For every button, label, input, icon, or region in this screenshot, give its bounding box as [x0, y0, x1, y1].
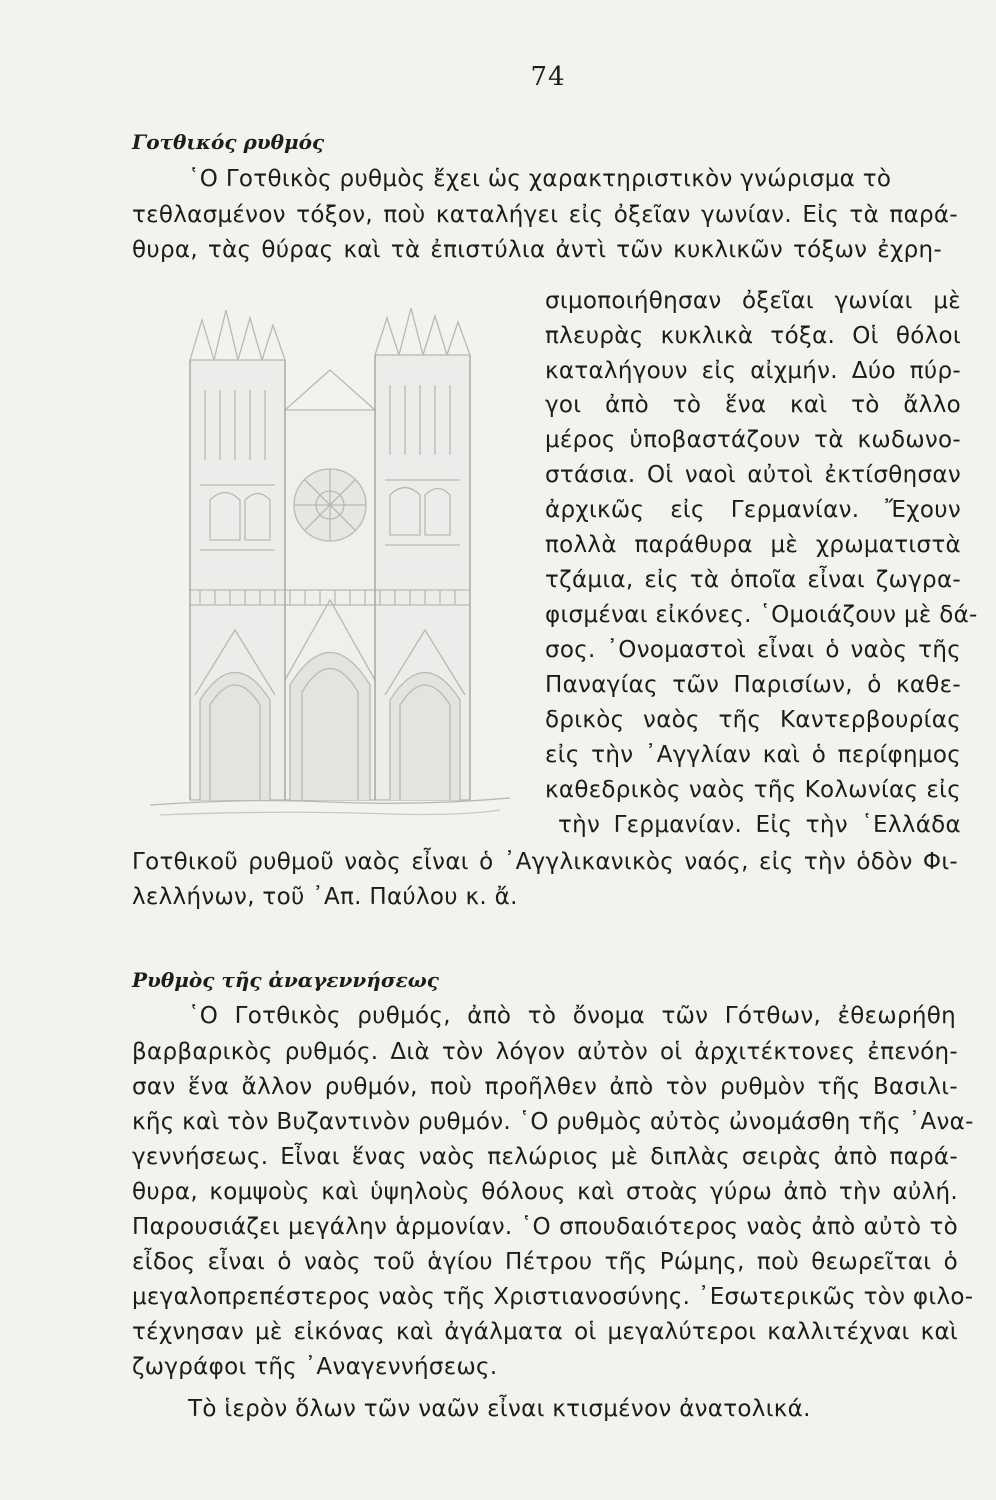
text-line: ῾Ο Γοτθικὸς ρυθμός, ἀπὸ τὸ ὄνομα τῶν Γότθων, ἐθεωρήθη: [188, 1003, 956, 1029]
text-line: ἀρχικῶς εἰς Γερμανίαν. Ἔχουν: [545, 497, 961, 523]
text-line: δρικὸς ναὸς τῆς Καντερβουρίας: [545, 707, 961, 733]
text-line: Τὸ ἱερὸν ὅλων τῶν ναῶν εἶναι κτισμένον ἀνατολικά.: [188, 1396, 811, 1422]
text-line: στάσια. Οἱ ναοὶ αὐτοὶ ἐκτίσθησαν: [545, 462, 961, 488]
text-line: λελλήνων, τοῦ ᾿Απ. Παύλου κ. ἄ.: [132, 884, 518, 910]
page-number: 74: [530, 62, 566, 92]
text-line: καθεδρικὸς ναὸς τῆς Κολωνίας εἰς: [545, 777, 961, 803]
section-heading-renaissance: Ρυθμὸς τῆς ἀναγεννήσεως: [132, 968, 439, 992]
text-line: γοι ἀπὸ τὸ ἕνα καὶ τὸ ἄλλο: [545, 392, 961, 418]
text-line: βαρβαρικὸς ρυθμός. Διὰ τὸν λόγον αὐτὸν οἱ ἀρχιτέκτονες ἐπενόη-: [132, 1039, 958, 1065]
text-line: σιμοποιήθησαν ὀξεῖαι γωνίαι μὲ: [545, 288, 961, 314]
text-line: θυρα, κομψοὺς καὶ ὑψηλοὺς θόλους καὶ στοὰς γύρω ἀπὸ τὴν αὐλή.: [132, 1179, 958, 1205]
text-line: γεννήσεως. Εἶναι ἕνας ναὸς πελώριος μὲ διπλὰς σειρὰς ἀπὸ παρά-: [132, 1144, 958, 1170]
text-line: Γοτθικοῦ ρυθμοῦ ναὸς εἶναι ὁ ᾿Αγγλικανικὸς ναός, εἰς τὴν ὁδὸν Φι-: [132, 849, 958, 875]
text-line: ζωγράφοι τῆς ᾿Αναγεννήσεως.: [132, 1354, 498, 1380]
text-line: φισμέναι εἰκόνες. ῾Ομοιάζουν μὲ δά-: [545, 602, 978, 628]
text-line: σος. ᾿Ονομαστοὶ εἶναι ὁ ναὸς τῆς: [545, 637, 961, 663]
text-line: τεθλασμένον τόξον, ποὺ καταλήγει εἰς ὀξεῖαν γωνίαν. Εἰς τὰ παρά-: [132, 202, 958, 228]
text-line: τέχνησαν μὲ εἰκόνας καὶ ἀγάλματα οἱ μεγαλύτεροι καλλιτέχναι καὶ: [132, 1319, 958, 1345]
text-line: σαν ἕνα ἄλλον ρυθμόν, ποὺ προῆλθεν ἀπὸ τὸν ρυθμὸν τῆς Βασιλι-: [132, 1074, 958, 1100]
text-line: μεγαλοπρεπέστερος ναὸς τῆς Χριστιανοσύνης. ᾿Εσωτερικῶς τὸν φιλο-: [132, 1284, 974, 1310]
text-line: Παναγίας τῶν Παρισίων, ὁ καθε-: [545, 672, 961, 698]
section-heading-gothic: Γοτθικός ρυθμός: [132, 130, 325, 154]
text-line: εἰς τὴν ᾿Αγγλίαν καὶ ὁ περίφημος: [545, 742, 961, 768]
text-line: καταλήγουν εἰς αἰχμήν. Δύο πύρ-: [545, 358, 961, 384]
text-line: μέρος ὑποβαστάζουν τὰ κωδωνο-: [545, 427, 961, 453]
text-line: Παρουσιάζει μεγάλην ἁρμονίαν. ῾Ο σπουδαιότερος ναὸς ἀπὸ αὐτὸ τὸ: [132, 1214, 958, 1240]
text-line: κῆς καὶ τὸν Βυζαντινὸν ρυθμόν. ῾Ο ρυθμὸς αὐτὸς ὠνομάσθη τῆς ᾿Ανα-: [132, 1109, 974, 1135]
text-line: θυρα, τὰς θύρας καὶ τὰ ἐπιστύλια ἀντὶ τῶν κυκλικῶν τόξων ἐχρη-: [132, 237, 942, 263]
text-line: πλευρὰς κυκλικὰ τόξα. Οἱ θόλοι: [545, 323, 961, 349]
cathedral-illustration: [130, 300, 530, 825]
text-line: εἶδος εἶναι ὁ ναὸς τοῦ ἁγίου Πέτρου τῆς Ρώμης, ποὺ θεωρεῖται ὁ: [132, 1249, 958, 1275]
text-line: τζάμια, εἰς τὰ ὁποῖα εἶναι ζωγρα-: [545, 567, 961, 593]
text-line: ῾Ο Γοτθικὸς ρυθμὸς ἔχει ὡς χαρακτηριστικὸν γνώρισμα τὸ: [188, 166, 892, 192]
text-line: πολλὰ παράθυρα μὲ χρωματιστὰ: [545, 532, 961, 558]
text-line: τὴν Γερμανίαν. Εἰς τὴν ῾Ελλάδα: [558, 812, 961, 838]
